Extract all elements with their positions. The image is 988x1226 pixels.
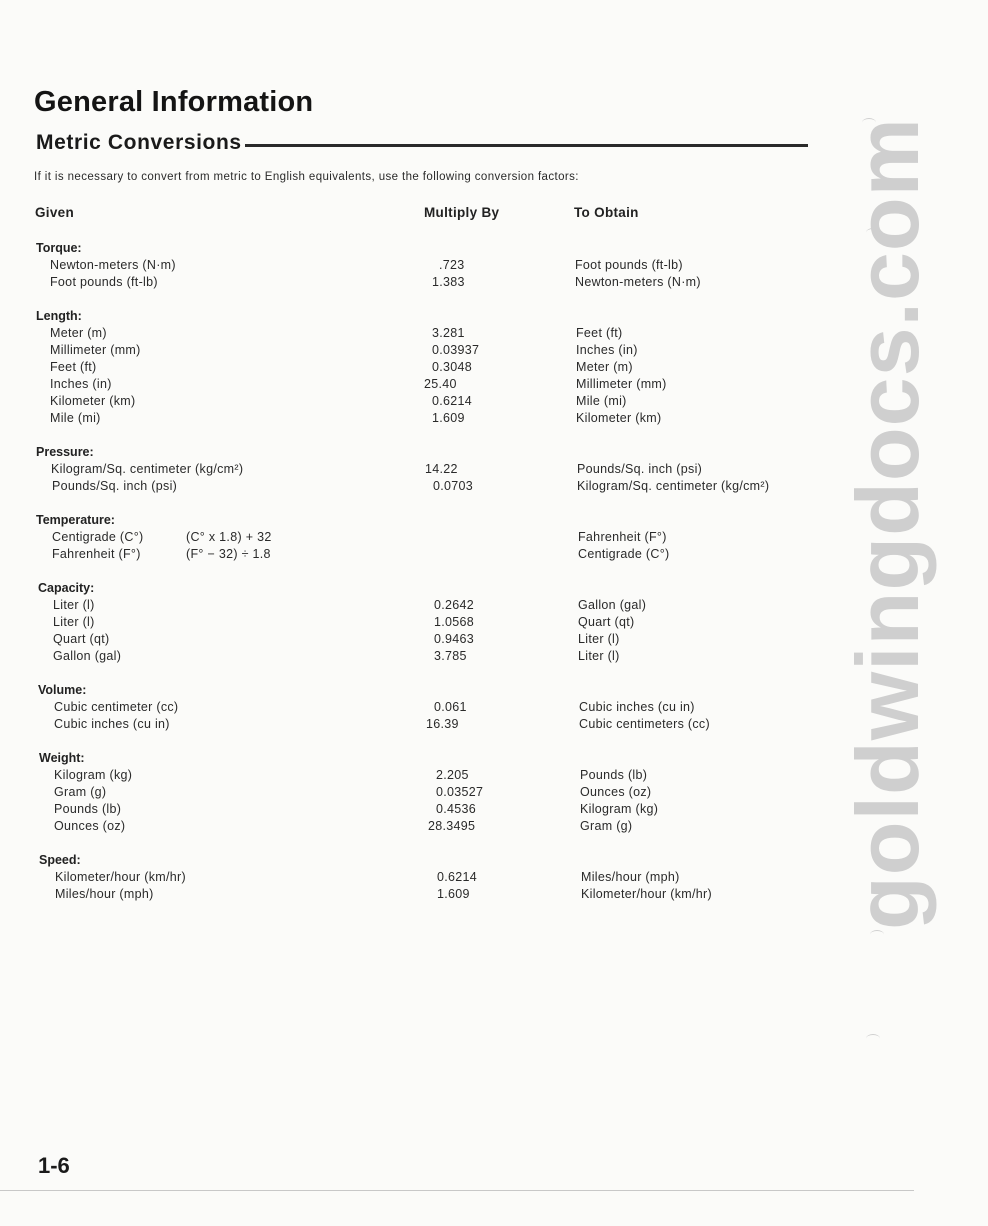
- scan-speck: [870, 930, 884, 939]
- obtain-cell: Cubic inches (cu in): [579, 700, 695, 714]
- given-cell: Kilometer/hour (km/hr): [55, 870, 186, 884]
- multiply-cell: 0.2642: [434, 598, 475, 612]
- group-title: Temperature:: [36, 513, 115, 527]
- group-length: [36, 308, 816, 427]
- table-row: [36, 597, 816, 614]
- obtain-cell: Newton-meters (N·m): [575, 275, 701, 289]
- table-row: [36, 274, 816, 291]
- given-cell: Fahrenheit (F°): [52, 547, 141, 561]
- table-row: [36, 410, 816, 427]
- given-cell: Quart (qt): [53, 632, 110, 646]
- given-cell: Pounds/Sq. inch (psi): [52, 479, 178, 493]
- table-row: [36, 257, 816, 274]
- group-speed: [36, 852, 816, 903]
- given-text: Kilogram/Sq. centimeter (kg/cm²): [51, 462, 244, 476]
- given-cell: Cubic inches (cu in): [54, 717, 170, 731]
- obtain-cell: Kilometer (km): [576, 411, 662, 425]
- watermark: goldwingdocs.com: [838, 117, 937, 930]
- page-number: 1-6: [38, 1153, 70, 1178]
- obtain-cell: Inches (in): [576, 343, 638, 357]
- table-row: [36, 325, 816, 342]
- multiply-cell: 1.609: [437, 887, 470, 901]
- multiply-cell: 1.383: [432, 275, 465, 289]
- group-temperature: [36, 512, 816, 563]
- given-cell: [51, 461, 243, 478]
- table-row: [36, 767, 816, 784]
- table-row: [36, 818, 816, 835]
- given-cell: Inches (in): [50, 377, 112, 391]
- given-cell: Millimeter (mm): [50, 343, 141, 357]
- obtain-cell: Millimeter (mm): [576, 377, 667, 391]
- group-title: Volume:: [38, 683, 87, 697]
- group-title: Weight:: [39, 751, 85, 765]
- obtain-cell: Mile (mi): [576, 394, 627, 408]
- given-cell: Newton-meters (N·m): [50, 258, 176, 272]
- multiply-cell: 14.22: [425, 462, 458, 476]
- obtain-cell: Gram (g): [580, 819, 633, 833]
- given-cell: Foot pounds (ft-lb): [50, 275, 158, 289]
- group-title: Torque:: [36, 241, 82, 255]
- obtain-cell: Feet (ft): [576, 326, 623, 340]
- multiply-cell: 0.9463: [434, 632, 475, 646]
- given-cell: Liter (l): [53, 615, 95, 629]
- multiply-cell: 28.3495: [428, 819, 476, 833]
- formula-cell: (C° x 1.8) + 32: [186, 530, 272, 544]
- group-title: Capacity:: [38, 581, 95, 595]
- table-row: [36, 359, 816, 376]
- group-capacity: [36, 580, 816, 665]
- obtain-cell: Ounces (oz): [580, 785, 652, 799]
- intro-text: If it is necessary to convert from metric to English equivalents, use the following conversion factors:: [34, 171, 579, 183]
- given-cell: Gram (g): [54, 785, 107, 799]
- multiply-cell: 1.0568: [434, 615, 475, 629]
- multiply-cell: 25.40: [424, 377, 457, 391]
- given-cell: Miles/hour (mph): [55, 887, 154, 901]
- multiply-cell: 0.3048: [432, 360, 473, 374]
- obtain-cell: Fahrenheit (F°): [578, 530, 667, 544]
- scan-speck: [866, 1034, 880, 1043]
- obtain-cell: Pounds/Sq. inch (psi): [577, 462, 703, 476]
- table-row: [36, 342, 816, 359]
- column-header-multiply: Multiply By: [424, 205, 500, 220]
- obtain-cell: Miles/hour (mph): [581, 870, 680, 884]
- table-row: [36, 461, 816, 478]
- multiply-cell: 2.205: [436, 768, 469, 782]
- obtain-cell: Cubic centimeters (cc): [579, 717, 710, 731]
- given-cell: Pounds (lb): [54, 802, 122, 816]
- table-row: [36, 529, 816, 546]
- section-heading: [36, 131, 808, 155]
- multiply-cell: 0.03527: [436, 785, 484, 799]
- group-title: Pressure:: [36, 445, 94, 459]
- scan-speck: [866, 228, 880, 237]
- table-row: [36, 376, 816, 393]
- given-cell: Mile (mi): [50, 411, 101, 425]
- table-row: [36, 648, 816, 665]
- multiply-cell: 3.785: [434, 649, 467, 663]
- given-cell: Kilometer (km): [50, 394, 136, 408]
- obtain-cell: Gallon (gal): [578, 598, 647, 612]
- bottom-rule: [0, 1190, 914, 1191]
- given-cell: Centigrade (C°): [52, 530, 144, 544]
- group-volume: [36, 682, 816, 733]
- table-row: [36, 699, 816, 716]
- column-header-given: Given: [35, 205, 75, 220]
- group-title: Length:: [36, 309, 82, 323]
- table-row: [36, 631, 816, 648]
- scan-speck: [862, 118, 876, 127]
- obtain-cell: Kilogram (kg): [580, 802, 659, 816]
- table-row: [36, 886, 816, 903]
- obtain-cell: Meter (m): [576, 360, 633, 374]
- multiply-cell: 0.6214: [432, 394, 473, 408]
- group-torque: [36, 240, 816, 291]
- given-cell: Cubic centimeter (cc): [54, 700, 179, 714]
- multiply-cell: 16.39: [426, 717, 459, 731]
- given-cell: Ounces (oz): [54, 819, 126, 833]
- given-cell: Meter (m): [50, 326, 107, 340]
- obtain-cell: Quart (qt): [578, 615, 635, 629]
- table-row: [36, 614, 816, 631]
- given-cell: Kilogram (kg): [54, 768, 133, 782]
- table-row: [36, 393, 816, 410]
- section-rule: [245, 144, 808, 147]
- obtain-cell: Liter (l): [578, 649, 620, 663]
- group-weight: [36, 750, 816, 835]
- group-title: Speed:: [39, 853, 81, 867]
- multiply-cell: 1.609: [432, 411, 465, 425]
- multiply-cell: 0.6214: [437, 870, 478, 884]
- table-row: [36, 869, 816, 886]
- given-cell: Liter (l): [53, 598, 95, 612]
- given-cell: Gallon (gal): [53, 649, 122, 663]
- obtain-cell: Pounds (lb): [580, 768, 648, 782]
- group-pressure: [36, 444, 816, 495]
- table-row: [36, 716, 816, 733]
- multiply-cell: 0.4536: [436, 802, 477, 816]
- formula-cell: (F° − 32) ÷ 1.8: [186, 547, 271, 561]
- multiply-cell: .723: [439, 258, 465, 272]
- obtain-cell: Liter (l): [578, 632, 620, 646]
- obtain-cell: Foot pounds (ft-lb): [575, 258, 683, 272]
- multiply-cell: 3.281: [432, 326, 465, 340]
- multiply-cell: 0.061: [434, 700, 467, 714]
- given-cell: Feet (ft): [50, 360, 97, 374]
- table-row: [36, 784, 816, 801]
- table-row: [36, 478, 816, 495]
- obtain-cell: Centigrade (C°): [578, 547, 670, 561]
- table-row: [36, 546, 816, 563]
- table-row: [36, 801, 816, 818]
- page-title: General Information: [34, 86, 314, 118]
- section-title: Metric Conversions: [36, 131, 242, 154]
- obtain-cell: Kilometer/hour (km/hr): [581, 887, 712, 901]
- obtain-cell: Kilogram/Sq. centimeter (kg/cm²): [577, 479, 770, 493]
- multiply-cell: 0.0703: [433, 479, 474, 493]
- column-header-obtain: To Obtain: [574, 205, 639, 220]
- multiply-cell: 0.03937: [432, 343, 480, 357]
